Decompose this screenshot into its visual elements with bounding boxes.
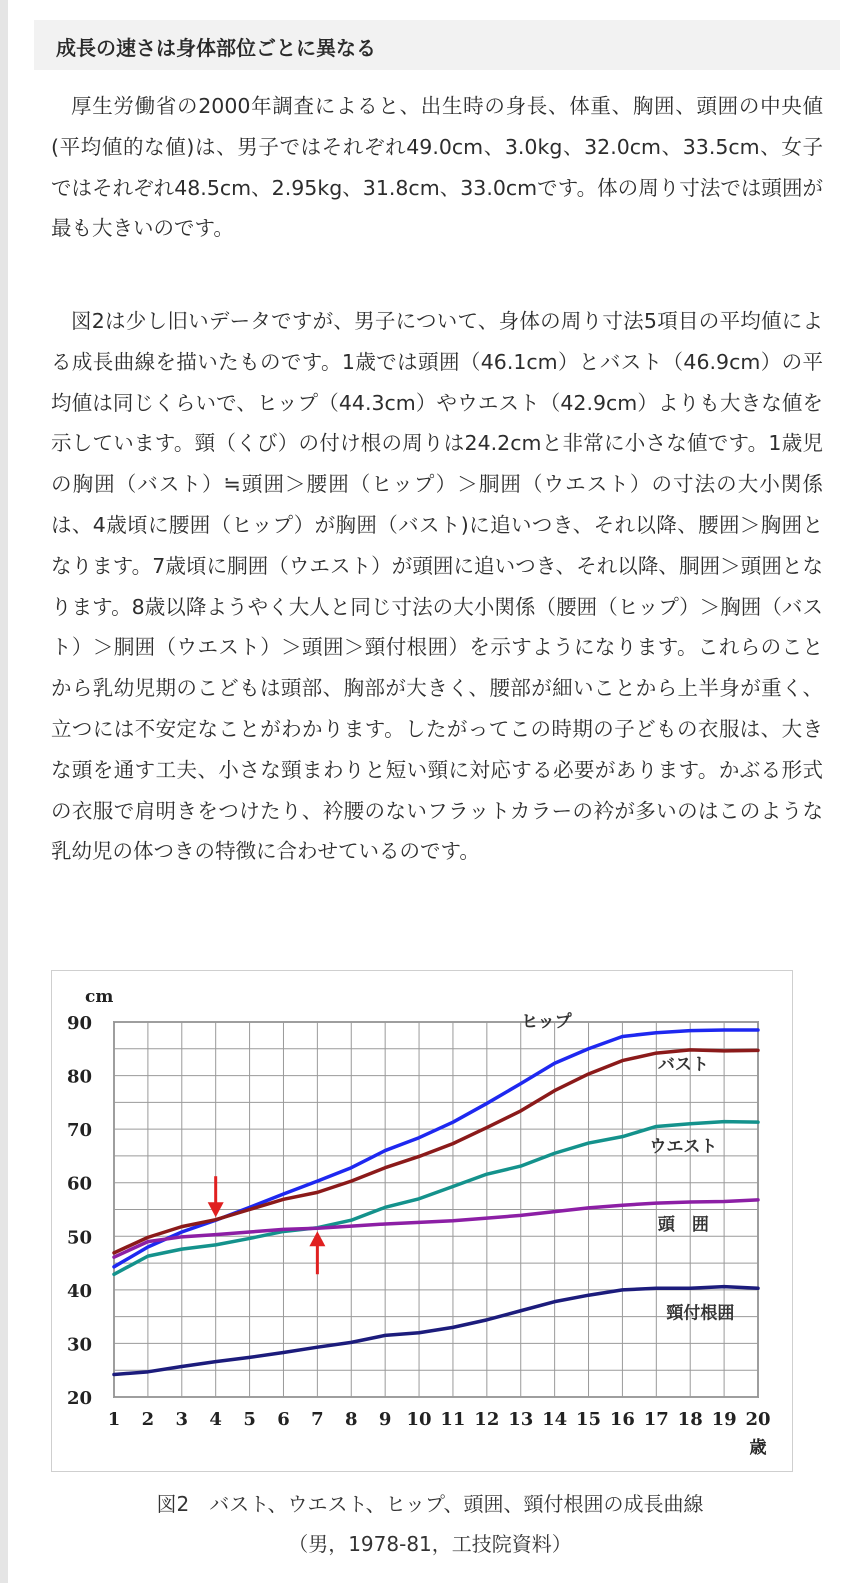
series-label: 頸付根囲 xyxy=(666,1303,735,1324)
x-tick-label: 9 xyxy=(378,1409,392,1430)
x-tick-label: 11 xyxy=(440,1409,466,1430)
series-line xyxy=(114,1287,758,1375)
x-tick-label: 1 xyxy=(107,1409,121,1430)
x-tick-label: 8 xyxy=(344,1409,358,1430)
x-tick-label: 16 xyxy=(609,1409,635,1430)
y-tick-label: 90 xyxy=(66,1013,92,1034)
arrow-head xyxy=(309,1231,325,1246)
paragraph-birth-measurements: 厚生労働省の2000年調査によると、出生時の身長、体重、胸囲、頭囲の中央値(平均値的な値)は、男子ではそれぞれ49.0cm、3.0kg、32.0cm、33.5cm、女子ではそれぞれ48.5cm、2.95kg、31.8cm、33.0cmです。体の周り寸法では頭囲が最も大きいのです。 xyxy=(51,94,823,241)
x-tick-label: 2 xyxy=(141,1409,155,1430)
paragraph-growth-curve: 図2は少し旧いデータですが、男子について、身体の周り寸法5項目の平均値による成長曲線を描いたものです。1歳では頭囲（46.1cm）とバスト（46.9cm）の平均値は同じくらいで、ヒップ（44.3cm）やウエスト（42.9cm）よりも大きな値を示しています。頸（くび）の付け根の周りは24.2cmと非常に小さな値です。1歳児の胸囲（バスト）≒頭囲＞腰囲（ヒップ）＞胴囲（ウエスト）の寸法の大小関係は、4歳頃に腰囲（ヒップ）が胸囲（バスト)に追いつき、それ以降、腰囲＞胸囲となります。7歳頃に胴囲（ウエスト）が頭囲に追いつき、それ以降、胴囲＞頭囲となります。8歳以降ようやく大人と同じ寸法の大小関係（腰囲（ヒップ）＞胸囲（バスト）＞胴囲（ウエスト）＞頭囲＞頸付根囲）を示すようになります。これらのことから乳幼児期のこどもは頭部、胸部が大きく、腰部が細いことから上半身が重く、立つには不安定なことがわかります。したがってこの時期の子どもの衣服は、大きな頭を通す工夫、小さな頸まわりと短い頸に対応する必要があります。かぶる形式の衣服で肩明きをつけたり、衿腰のないフラットカラーの衿が多いのはこのような乳幼児の体つきの特徴に合わせているのです。 xyxy=(51,309,823,864)
y-tick-label: 50 xyxy=(66,1227,92,1249)
x-tick-label: 19 xyxy=(711,1409,737,1430)
y-tick-label: 40 xyxy=(66,1280,92,1302)
growth-curve-chart xyxy=(52,971,792,1471)
y-tick-label: 60 xyxy=(66,1173,92,1195)
series-label: 頭 囲 xyxy=(657,1215,709,1235)
x-tick-label: 10 xyxy=(406,1409,432,1430)
left-border xyxy=(0,0,8,1583)
series-label: ウエスト xyxy=(649,1136,718,1157)
x-axis-unit: 歳 xyxy=(749,1438,767,1458)
x-tick-label: 3 xyxy=(175,1409,189,1430)
x-tick-label: 15 xyxy=(575,1409,602,1430)
section-heading: 成長の速さは身体部位ごとに異なる xyxy=(34,20,840,70)
x-tick-label: 6 xyxy=(277,1409,290,1430)
y-tick-label: 20 xyxy=(66,1388,92,1409)
x-tick-label: 14 xyxy=(542,1409,568,1430)
arrow-up-icon xyxy=(309,1231,325,1274)
y-tick-label: 30 xyxy=(66,1334,92,1356)
x-tick-label: 20 xyxy=(745,1409,771,1430)
figure-caption-title: 図2 バスト、ウエスト、ヒップ、頭囲、頸付根囲の成長曲線 xyxy=(156,1492,704,1516)
y-tick-label: 80 xyxy=(66,1066,92,1088)
series-label: ヒップ xyxy=(521,1011,572,1032)
x-tick-label: 18 xyxy=(677,1409,703,1430)
y-axis-unit: cm xyxy=(85,987,114,1007)
x-tick-label: 7 xyxy=(311,1409,324,1430)
x-tick-label: 12 xyxy=(474,1409,500,1430)
figure-caption-source: （男，1978-81，工技院資料） xyxy=(288,1532,572,1556)
series-label: バスト xyxy=(657,1054,709,1075)
x-tick-label: 17 xyxy=(643,1409,669,1430)
figure-growth-chart xyxy=(51,970,793,1472)
x-tick-label: 5 xyxy=(243,1409,256,1430)
x-tick-label: 4 xyxy=(209,1409,222,1430)
y-tick-label: 70 xyxy=(66,1120,92,1142)
x-tick-label: 13 xyxy=(508,1409,534,1430)
